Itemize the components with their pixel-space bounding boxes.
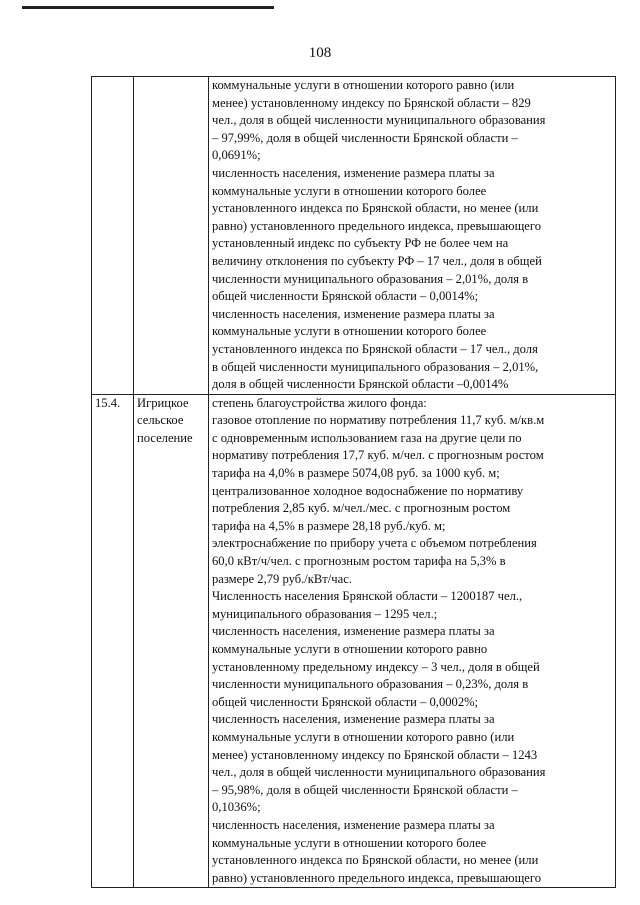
- page-number: 108: [308, 45, 332, 61]
- text-line: размере 2,79 руб./кВт/час.: [212, 571, 352, 586]
- text-line: равно) установленного предельного индекса, превышающего: [212, 218, 542, 233]
- text-line: численность населения, изменение размера платы за: [212, 306, 495, 321]
- text-line: установленного индекса по Брянской области, но менее (или: [212, 853, 539, 868]
- text-line: численность населения, изменение размера платы за: [212, 817, 495, 832]
- settlement-name-line: Игрицкое: [137, 395, 189, 410]
- text-line: степень благоустройства жилого фонда:: [212, 395, 427, 410]
- text-line: коммунальные услуги в отношении которого равно (или: [212, 729, 515, 744]
- text-line: тарифа на 4,0% в размере 5074,08 руб. за 1000 куб. м;: [212, 466, 500, 481]
- text-line: коммунальные услуги в отношении которого более: [212, 183, 487, 198]
- text-line: численность населения, изменение размера платы за: [212, 712, 495, 727]
- row-number-cell: [92, 394, 134, 888]
- text-line: коммунальные услуги в отношении которого более: [212, 835, 487, 850]
- text-line: общей численности Брянской области – 0,0002%;: [212, 694, 479, 709]
- text-line: в общей численности муниципального образования – 2,01%,: [212, 359, 539, 374]
- settlement-name-cell: [134, 394, 209, 888]
- text-line: менее) установленному индексу по Брянской области – 829: [212, 95, 531, 110]
- table-row: [92, 394, 616, 888]
- text-line: установленный индекс по субъекту РФ не более чем на: [212, 236, 509, 251]
- text-line: муниципального образования – 1295 чел.;: [212, 606, 438, 621]
- text-line: установленного индекса по Брянской области, но менее (или: [212, 201, 539, 216]
- text-line: электроснабжение по прибору учета с объемом потребления: [212, 536, 537, 551]
- text-line: Численность населения Брянской области – 1200187 чел.,: [212, 589, 523, 604]
- text-line: численность населения, изменение размера платы за: [212, 624, 495, 639]
- text-line: нормативу потребления 17,7 куб. м/чел. с прогнозным ростом: [212, 448, 544, 463]
- text-line: чел., доля в общей численности муниципального образования: [212, 765, 546, 780]
- text-line: равно) установленного предельного индекса, превышающего: [212, 870, 542, 885]
- settlement-name-line: поселение: [137, 430, 193, 445]
- text-line: централизованное холодное водоснабжение по нормативу: [212, 483, 524, 498]
- settlement-name-line: сельское: [137, 413, 184, 428]
- text-line: численность населения, изменение размера платы за: [212, 165, 495, 180]
- text-line: 0,0691%;: [212, 148, 261, 163]
- text-line: 0,1036%;: [212, 800, 261, 815]
- text-line: – 95,98%, доля в общей численности Брянской области –: [212, 782, 518, 797]
- text-line: установленному предельному индексу – 3 чел., доля в общей: [212, 659, 540, 674]
- text-line: потребления 2,85 куб. м/чел./мес. с прогнозным ростом: [212, 501, 511, 516]
- text-line: доля в общей численности Брянской области –0,0014%: [212, 377, 509, 392]
- text-line: численности муниципального образования – 2,01%, доля в: [212, 271, 529, 286]
- text-line: коммунальные услуги в отношении которого более: [212, 324, 487, 339]
- top-rule: [22, 6, 274, 9]
- row-number-cell: [92, 77, 134, 395]
- text-line: 60,0 кВт/ч/чел. с прогнозным ростом тарифа на 5,3% в: [212, 554, 506, 569]
- text-line: с одновременным использованием газа на другие цели по: [212, 430, 522, 445]
- text-line: установленного индекса по Брянской области – 17 чел., доля: [212, 341, 538, 356]
- text-line: численности муниципального образования – 0,23%, доля в: [212, 677, 529, 692]
- document-table: [91, 76, 616, 888]
- text-line: менее) установленному индексу по Брянской области – 1243: [212, 747, 538, 762]
- settlement-name-cell: [134, 77, 209, 395]
- text-line: коммунальные услуги в отношении которого равно: [212, 642, 488, 656]
- description-cell: [209, 394, 616, 888]
- description-cell: [209, 77, 616, 395]
- text-line: величину отклонения по субъекту РФ – 17 чел., доля в общей: [212, 253, 542, 268]
- text-line: газовое отопление по нормативу потребления 11,7 куб. м/кв.м: [212, 413, 545, 428]
- text-line: общей численности Брянской области – 0,0014%;: [212, 289, 479, 304]
- text-line: чел., доля в общей численности муниципального образования: [212, 113, 546, 128]
- text-line: – 97,99%, доля в общей численности Брянской области –: [212, 130, 518, 145]
- text-line: коммунальные услуги в отношении которого равно (или: [212, 78, 515, 92]
- row-number: 15.4.: [95, 395, 121, 410]
- table-row: [92, 77, 616, 395]
- text-line: тарифа на 4,5% в размере 28,18 руб./куб. м;: [212, 518, 446, 533]
